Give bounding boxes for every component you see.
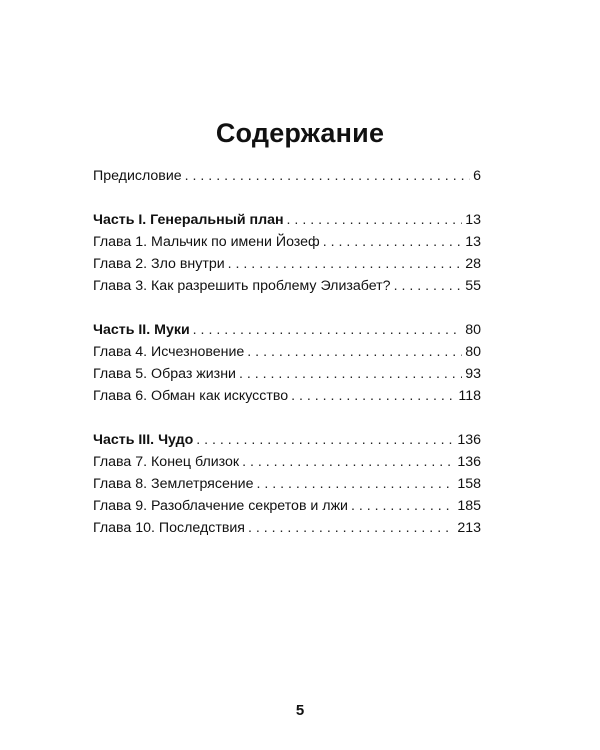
toc-chapter-7 — [93, 451, 481, 473]
toc-entry-label: Глава 8. Землетрясение — [93, 476, 254, 492]
dot-leader — [291, 385, 455, 407]
dot-leader — [242, 451, 454, 473]
dot-leader — [185, 165, 470, 187]
toc-entry-page: 55 — [465, 278, 481, 294]
page-title: Содержание — [215, 118, 385, 148]
toc-chapter-6 — [93, 385, 481, 407]
toc-entry-label: Глава 6. Обман как искусство — [93, 388, 289, 404]
toc-chapter-1 — [93, 231, 481, 253]
toc-entry-page: 93 — [465, 366, 481, 382]
dot-leader — [351, 495, 454, 517]
toc-part-2 — [93, 319, 481, 341]
toc-entry-label: Предисловие — [93, 168, 182, 184]
toc-entry-page: 136 — [457, 454, 481, 470]
dot-leader — [257, 473, 455, 495]
page-number: 5 — [295, 702, 305, 719]
toc-chapter-3 — [93, 275, 481, 297]
toc-entry-page: 136 — [457, 432, 481, 448]
toc-entry-page: 13 — [465, 212, 481, 228]
toc-part-1 — [93, 209, 481, 231]
toc-part-label: Часть III. Чудо — [93, 432, 194, 448]
dot-leader — [248, 517, 454, 539]
table-of-contents — [93, 165, 481, 539]
toc-entry-label: Глава 2. Зло внутри — [93, 256, 225, 272]
toc-entry-page: 118 — [458, 388, 481, 404]
toc-entry-label: Глава 1. Мальчик по имени Йозеф — [93, 234, 320, 250]
toc-entry-page: 80 — [465, 344, 481, 360]
toc-entry-label: Глава 4. Исчезновение — [93, 344, 245, 360]
toc-entry-preface — [93, 165, 481, 187]
dot-leader — [287, 209, 463, 231]
toc-entry-page: 185 — [457, 498, 481, 514]
dot-leader — [323, 231, 463, 253]
toc-part-3 — [93, 429, 481, 451]
toc-entry-label: Глава 10. Последствия — [93, 520, 245, 536]
toc-part-label: Часть I. Генеральный план — [93, 212, 284, 228]
toc-chapter-8 — [93, 473, 481, 495]
toc-entry-label: Глава 9. Разоблачение секретов и лжи — [93, 498, 348, 514]
dot-leader — [247, 341, 462, 363]
toc-entry-page: 213 — [457, 520, 481, 536]
dot-leader — [193, 319, 463, 341]
toc-part-label: Часть II. Муки — [93, 322, 190, 338]
dot-leader — [239, 363, 462, 385]
toc-entry-label: Глава 5. Образ жизни — [93, 366, 236, 382]
dot-leader — [394, 275, 463, 297]
toc-entry-label: Глава 7. Конец близок — [93, 454, 240, 470]
toc-chapter-5 — [93, 363, 481, 385]
dot-leader — [228, 253, 463, 275]
toc-entry-page: 158 — [457, 476, 481, 492]
toc-entry-label: Глава 3. Как разрешить проблему Элизабет? — [93, 278, 391, 294]
toc-entry-page: 28 — [465, 256, 481, 272]
toc-entry-page: 6 — [473, 168, 481, 184]
toc-entry-page: 13 — [465, 234, 481, 250]
toc-chapter-10 — [93, 517, 481, 539]
toc-chapter-2 — [93, 253, 481, 275]
toc-chapter-9 — [93, 495, 481, 517]
toc-entry-page: 80 — [465, 322, 481, 338]
toc-chapter-4 — [93, 341, 481, 363]
dot-leader — [196, 429, 454, 451]
